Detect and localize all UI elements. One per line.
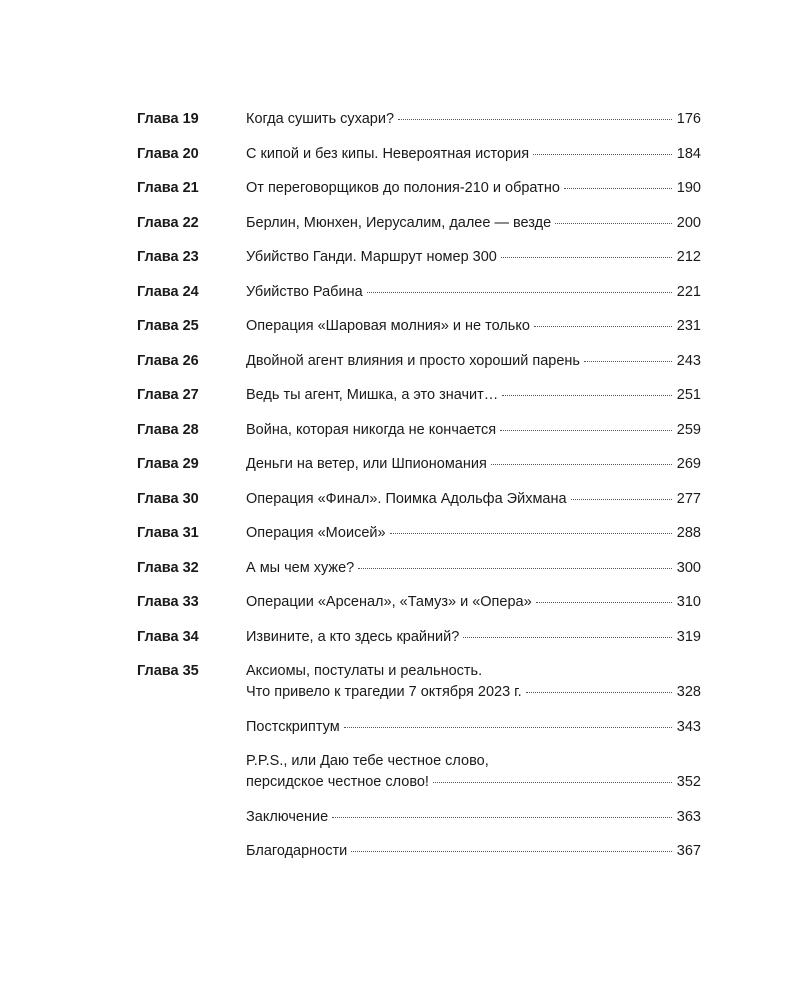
- page-number: 259: [676, 421, 701, 438]
- dot-leader: [433, 782, 672, 783]
- dot-leader: [502, 395, 672, 396]
- chapter-title-last-line: [246, 523, 701, 544]
- dot-leader: [390, 533, 672, 534]
- dot-leader: [533, 154, 672, 155]
- chapter-title-last-line: [246, 558, 701, 579]
- chapter-title: [246, 109, 701, 130]
- chapter-title-last-line: [246, 489, 701, 510]
- chapter-title-last-line: [246, 592, 701, 613]
- toc-entry[interactable]: [0, 751, 800, 793]
- chapter-title-last-line: [246, 627, 701, 648]
- chapter-title: [246, 282, 701, 303]
- chapter-label: Глава 25: [137, 318, 199, 334]
- dot-leader: [500, 430, 672, 431]
- chapter-title: [246, 807, 701, 828]
- page-number: 176: [676, 111, 701, 127]
- chapter-title-line: Заключение: [246, 808, 329, 825]
- page-number: 319: [676, 628, 701, 645]
- chapter-title-last-line: [246, 213, 701, 234]
- chapter-title-line: Операция «Шаровая молния» и не только: [246, 318, 530, 334]
- chapter-title-last-line: [246, 178, 701, 199]
- chapter-title-last-line: [246, 247, 701, 268]
- chapter-label: Глава 28: [137, 421, 199, 438]
- dot-leader: [584, 361, 672, 362]
- chapter-label: Глава 27: [137, 387, 199, 403]
- page-number: 310: [676, 594, 701, 610]
- toc-entry[interactable]: [0, 807, 800, 828]
- page-number: 221: [676, 283, 701, 300]
- chapter-title: [246, 558, 701, 579]
- chapter-title-last-line: [246, 109, 701, 130]
- toc-entry[interactable]: [0, 385, 800, 406]
- chapter-label: Глава 31: [137, 525, 199, 541]
- chapter-title-line: P.P.S., или Даю тебе честное слово,: [246, 753, 489, 769]
- toc-entry[interactable]: [0, 841, 800, 862]
- toc-entry[interactable]: [0, 282, 800, 303]
- dot-leader: [555, 223, 672, 224]
- toc-entry[interactable]: [0, 592, 800, 613]
- chapter-label: Глава 21: [137, 180, 199, 196]
- chapter-title-line: Война, которая никогда не кончается: [246, 421, 497, 438]
- chapter-title: [246, 385, 701, 406]
- chapter-title: [246, 316, 701, 337]
- chapter-title-last-line: [246, 717, 701, 738]
- chapter-label: Глава 34: [137, 628, 199, 645]
- chapter-label: Глава 30: [137, 490, 199, 507]
- chapter-title-line: Двойной агент влияния и просто хороший парень: [246, 352, 580, 369]
- chapter-title: [246, 717, 701, 738]
- chapter-title: [246, 144, 701, 165]
- dot-leader: [571, 499, 672, 500]
- chapter-title-last-line: [246, 351, 701, 372]
- chapter-title-line: Благодарности: [246, 843, 348, 859]
- chapter-title: [246, 178, 701, 199]
- toc-entry[interactable]: [0, 109, 800, 130]
- page-number: 269: [676, 456, 701, 472]
- chapter-title-line: Аксиомы, постулаты и реальность.: [246, 663, 483, 679]
- chapter-title-line: От переговорщиков до полония-210 и обратно: [246, 180, 560, 196]
- page-number: 231: [676, 318, 701, 334]
- dot-leader: [501, 257, 672, 258]
- chapter-title-last-line: [246, 772, 701, 793]
- chapter-label: Глава 35: [137, 663, 199, 679]
- dot-leader: [332, 817, 672, 818]
- chapter-title-last-line: [246, 682, 701, 703]
- toc-entry[interactable]: [0, 247, 800, 268]
- chapter-title-last-line: [246, 144, 701, 165]
- chapter-title-line: Постскриптум: [246, 718, 340, 735]
- dot-leader: [534, 326, 672, 327]
- page-number: 367: [676, 843, 701, 859]
- page-number: 300: [676, 559, 701, 576]
- page-number: 243: [676, 352, 701, 369]
- chapter-label: Глава 33: [137, 594, 199, 610]
- page-number: 212: [676, 249, 701, 265]
- chapter-title-line: Что привело к трагедии 7 октября 2023 г.: [246, 684, 522, 700]
- chapter-title: [246, 247, 701, 268]
- chapter-label: Глава 24: [137, 283, 199, 300]
- dot-leader: [564, 188, 672, 189]
- chapter-title: [246, 592, 701, 613]
- page-number: 251: [676, 387, 701, 403]
- dot-leader: [463, 637, 672, 638]
- dot-leader: [358, 568, 672, 569]
- page-number: 288: [676, 525, 701, 541]
- page-number: 328: [676, 684, 701, 700]
- chapter-title-line: Берлин, Мюнхен, Иерусалим, далее — везде: [246, 214, 552, 231]
- page-number: 277: [676, 490, 701, 507]
- chapter-title-line: Операция «Моисей»: [246, 525, 386, 541]
- chapter-title-line: Извините, а кто здесь крайний?: [246, 628, 460, 645]
- page-number: 184: [676, 145, 701, 162]
- chapter-title: [246, 489, 701, 510]
- chapter-title-last-line: [246, 420, 701, 441]
- toc-entry[interactable]: [0, 627, 800, 648]
- chapter-title-last-line: [246, 316, 701, 337]
- dot-leader: [526, 692, 672, 693]
- chapter-label: Глава 22: [137, 214, 199, 231]
- chapter-title: [246, 751, 701, 793]
- chapter-label: Глава 19: [137, 111, 199, 127]
- chapter-title: [246, 627, 701, 648]
- page-number: 352: [676, 774, 701, 790]
- dot-leader: [344, 727, 672, 728]
- page-number: 200: [676, 214, 701, 231]
- chapter-label: Глава 23: [137, 249, 199, 265]
- chapter-title: [246, 351, 701, 372]
- toc-entry[interactable]: [0, 144, 800, 165]
- dot-leader: [536, 602, 672, 603]
- toc-entry[interactable]: [0, 213, 800, 234]
- chapter-label: Глава 29: [137, 456, 199, 472]
- chapter-title-last-line: [246, 282, 701, 303]
- dot-leader: [491, 464, 672, 465]
- chapter-title-line: А мы чем хуже?: [246, 559, 355, 576]
- chapter-title-last-line: [246, 807, 701, 828]
- page-number: 343: [676, 718, 701, 735]
- toc-entry[interactable]: [0, 523, 800, 544]
- chapter-label: Глава 20: [137, 145, 199, 162]
- chapter-title-line: Когда сушить сухари?: [246, 111, 395, 127]
- dot-leader: [351, 851, 672, 852]
- chapter-title: [246, 523, 701, 544]
- dot-leader: [398, 119, 672, 120]
- toc-entry[interactable]: [0, 420, 800, 441]
- chapter-title-line: персидское честное слово!: [246, 774, 429, 790]
- toc-entry[interactable]: [0, 316, 800, 337]
- chapter-title-line: Ведь ты агент, Мишка, а это значит…: [246, 387, 499, 403]
- chapter-title-last-line: [246, 454, 701, 475]
- chapter-title-line: Операция «Финал». Поимка Адольфа Эйхмана: [246, 490, 567, 507]
- chapter-title-last-line: [246, 841, 701, 862]
- toc-entry[interactable]: [0, 717, 800, 738]
- chapter-title-last-line: [246, 385, 701, 406]
- page-number: 190: [676, 180, 701, 196]
- chapter-title-line: Убийство Рабина: [246, 283, 363, 300]
- toc-entry[interactable]: [0, 661, 800, 703]
- chapter-title-line: С кипой и без кипы. Невероятная история: [246, 145, 530, 162]
- toc-entry[interactable]: [0, 454, 800, 475]
- chapter-title-line: Убийство Ганди. Маршрут номер 300: [246, 249, 497, 265]
- toc-entry[interactable]: [0, 558, 800, 579]
- chapter-label: Глава 26: [137, 352, 199, 369]
- page-number: 363: [676, 808, 701, 825]
- chapter-label: Глава 32: [137, 559, 199, 576]
- chapter-title: [246, 661, 701, 703]
- table-of-contents: [0, 109, 800, 876]
- chapter-title-line: Операции «Арсенал», «Тамуз» и «Опера»: [246, 594, 532, 610]
- chapter-title-line: Деньги на ветер, или Шпиономания: [246, 456, 487, 472]
- chapter-title: [246, 213, 701, 234]
- toc-entry[interactable]: [0, 351, 800, 372]
- dot-leader: [367, 292, 672, 293]
- toc-entry[interactable]: [0, 489, 800, 510]
- chapter-title: [246, 841, 701, 862]
- chapter-title: [246, 454, 701, 475]
- chapter-title: [246, 420, 701, 441]
- toc-entry[interactable]: [0, 178, 800, 199]
